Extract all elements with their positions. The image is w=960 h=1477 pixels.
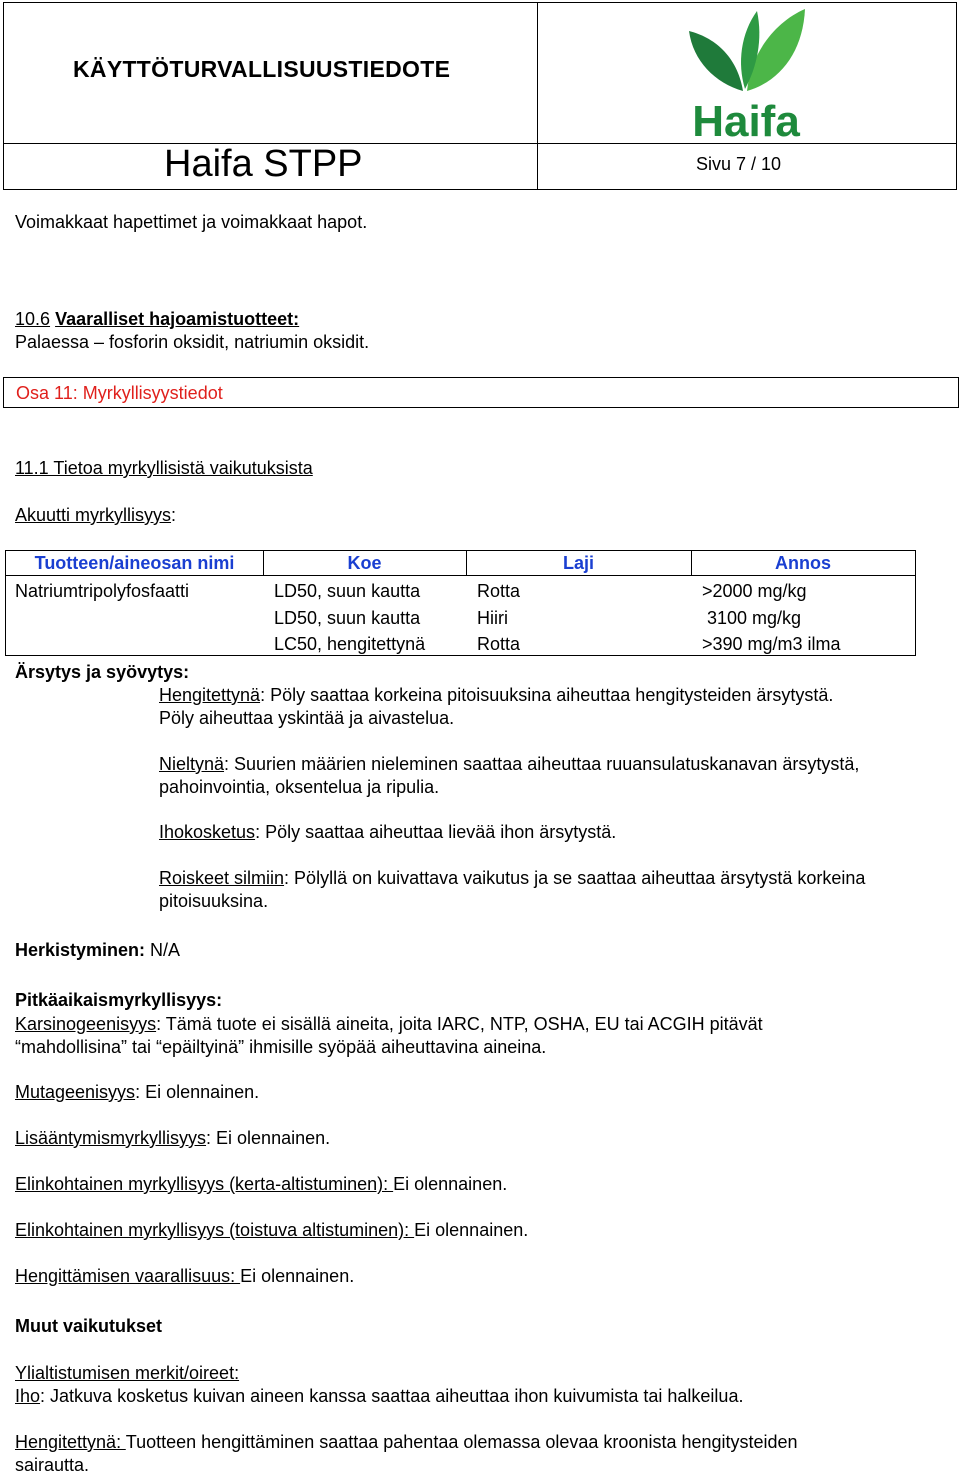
table-cell-test: LC50, hengitettynä — [274, 634, 426, 654]
table-cell-test: LD50, suun kautta — [274, 581, 421, 601]
ingestion-label: Nieltynä — [159, 754, 225, 774]
acute-toxicity-heading: Akuutti myrkyllisyys: — [15, 505, 177, 525]
document-title: KÄYTTÖTURVALLISUUSTIEDOTE — [73, 56, 451, 82]
skin-overexposure-line: Iho: Jatkuva kosketus kuivan aineen kanssa saattaa aiheuttaa ihon kuivumista tai halkeilua. — [15, 1386, 744, 1406]
skin-contact-effect: Ihokosketus: Pöly saattaa aiheuttaa lievää ihon ärsytystä. — [159, 822, 617, 842]
table-cell-species: Rotta — [477, 581, 521, 601]
other-effects-heading: Muut vaikutukset — [15, 1316, 163, 1336]
section-11-banner — [3, 377, 959, 408]
decomposition-products-text: Palaessa – fosforin oksidit, natriumin oksidit. — [15, 332, 370, 352]
mutagenicity-label: Mutageenisyys — [15, 1082, 136, 1102]
document-header — [3, 2, 957, 190]
logo-leaf-left — [689, 31, 743, 91]
sensitization-line — [15, 939, 180, 962]
table-header-divider — [6, 575, 915, 576]
acute-toxicity-table — [5, 550, 916, 656]
inhalation-overexposure-line-cont: sairautta. — [15, 1455, 90, 1475]
ingestion-effect: Nieltynä: Suurien määrien nieleminen saattaa aiheuttaa ruuansulatuskanavan ärsytystä, — [159, 754, 860, 774]
table-cell-test: LD50, suun kautta — [274, 608, 421, 628]
table-cell-species: Hiiri — [477, 608, 508, 628]
irritation-heading: Ärsytys ja syövytys: — [15, 662, 190, 682]
acute-toxicity-label: Akuutti myrkyllisyys — [15, 505, 172, 525]
previous-section-text: Voimakkaat hapettimet ja voimakkaat hapot. — [15, 212, 368, 232]
stot-repeated-line: Elinkohtainen myrkyllisyys (toistuva altistuminen): Ei olennainen. — [15, 1220, 529, 1240]
carcinogenicity-label: Karsinogeenisyys — [15, 1014, 157, 1034]
sensitization-value: N/A — [145, 940, 181, 960]
stot-single-line: Elinkohtainen myrkyllisyys (kerta-altistuminen): Ei olennainen. — [15, 1174, 508, 1194]
aspiration-hazard-line: Hengittämisen vaarallisuus: Ei olennainen. — [15, 1266, 355, 1286]
product-name: Haifa STPP — [164, 143, 363, 185]
table-header-name: Tuotteen/aineosan nimi — [34, 553, 235, 573]
section-10-6-heading — [15, 308, 299, 331]
section-11-1-heading: 11.1 Tietoa myrkyllisistä vaikutuksista — [15, 458, 313, 478]
chronic-toxicity-heading: Pitkäaikaismyrkyllisyys: — [15, 990, 223, 1010]
stot-single-label: Elinkohtainen myrkyllisyys (kerta-altistuminen): — [15, 1174, 394, 1194]
section-number: 10.6 — [15, 309, 51, 329]
stot-repeated-label: Elinkohtainen myrkyllisyys (toistuva altistuminen): — [15, 1220, 415, 1240]
inhalation-overexposure-line: Hengitettynä: Tuotteen hengittäminen saattaa pahentaa olemassa olevaa kroonista hengitysteiden — [15, 1432, 798, 1452]
carcinogenicity-line-cont: “mahdollisina” tai “epäiltyinä” ihmisille syöpää aiheuttavina aineina. — [15, 1037, 547, 1057]
inhalation-effect-cont: Pöly aiheuttaa yskintää ja aivastelua. — [159, 708, 455, 728]
table-header-species: Laji — [562, 553, 594, 573]
aspiration-hazard-label: Hengittämisen vaarallisuus: — [15, 1266, 241, 1286]
table-header-dose: Annos — [775, 553, 831, 573]
table-cell-dose: 3100 mg/kg — [707, 608, 802, 628]
table-header-test: Koe — [347, 553, 382, 573]
carcinogenicity-line: Karsinogeenisyys: Tämä tuote ei sisällä aineita, joita IARC, NTP, OSHA, EU tai ACGIH pitävät — [15, 1014, 763, 1034]
header-divider-vertical — [537, 3, 538, 189]
page-number: Sivu 7 / 10 — [696, 154, 782, 174]
logo-wordmark: Haifa — [692, 97, 800, 139]
header-divider-horizontal — [4, 143, 956, 144]
eye-contact-effect-cont: pitoisuuksina. — [159, 891, 269, 911]
eye-contact-label: Roiskeet silmiin — [159, 868, 285, 888]
skin-contact-label: Ihokosketus — [159, 822, 256, 842]
section-title: Vaaralliset hajoamistuotteet: — [55, 309, 300, 329]
section-11-title: Osa 11: Myrkyllisyystiedot — [16, 383, 223, 403]
table-cell-substance: Natriumtripolyfosfaatti — [15, 581, 190, 601]
ingestion-effect-cont: pahoinvointia, oksentelua ja ripulia. — [159, 777, 440, 797]
reproductive-toxicity-label: Lisääntymismyrkyllisyys — [15, 1128, 207, 1148]
inhalation-label: Hengitettynä — [159, 685, 261, 705]
reproductive-toxicity-line: Lisääntymismyrkyllisyys: Ei olennainen. — [15, 1128, 331, 1148]
skin-overexposure-label: Iho — [15, 1386, 41, 1406]
haifa-logo-icon — [685, 3, 807, 139]
eye-contact-effect: Roiskeet silmiin: Pölyllä on kuivattava vaikutus ja se saattaa aiheuttaa ärsytystä korkeina — [159, 868, 866, 888]
inhalation-effect: Hengitettynä: Pöly saattaa korkeina pitoisuuksina aiheuttaa hengitysteiden ärsytystä. — [159, 685, 834, 705]
sensitization-label: Herkistyminen: — [15, 940, 146, 960]
table-cell-species: Rotta — [477, 634, 521, 654]
table-cell-dose: >2000 mg/kg — [702, 581, 807, 601]
mutagenicity-line: Mutageenisyys: Ei olennainen. — [15, 1082, 260, 1102]
inhalation-overexposure-label: Hengitettynä: — [15, 1432, 126, 1452]
overexposure-heading: Ylialtistumisen merkit/oireet: — [15, 1363, 240, 1383]
table-cell-dose: >390 mg/m3 ilma — [702, 634, 841, 654]
